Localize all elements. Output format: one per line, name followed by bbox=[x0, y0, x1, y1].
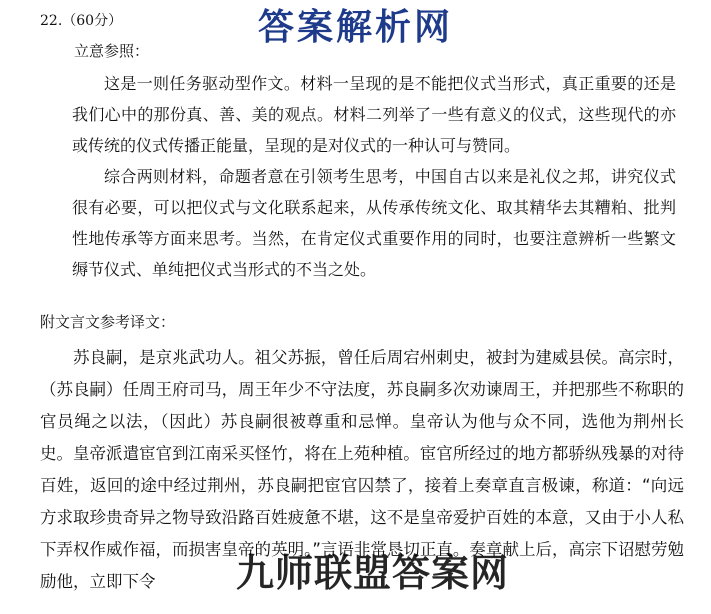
top-watermark: 答案解析网 bbox=[258, 7, 454, 48]
bottom-watermark: 九师联盟答案网 bbox=[236, 551, 510, 595]
translation-heading: 附文言文参考译文： bbox=[40, 313, 176, 331]
analysis-paragraph-2: 综合两则材料，命题者意在引领考生思考，中国自古以来是礼仪之邦，讲究仪式很有必要，可以把仪式与文化联系起来，从传承传统文化、取其精华去其糟粕、批判性地传承等方面来思考。当然，在肯定仪式重要作用的同时，也要注意辨析一些繁文缛节仪式、单纯把仪式当形式的不当之处。 bbox=[72, 167, 676, 279]
analysis-block bbox=[72, 68, 676, 285]
subheading: 立意参照： bbox=[74, 42, 150, 60]
translation-paragraph: 苏良嗣，是京兆武功人。祖父苏振，曾任后周宕州刺史，被封为建威县侯。高宗时，（苏良嗣）任周王府司马，周王年少不守法度，苏良嗣多次劝谏周王，并把那些不称职的官员绳之以法，（因此）苏良嗣很被尊重和忌惮。皇帝认为他与众不同，选他为荆州长史。皇帝派遣宦官到江南采买怪竹，将在上苑种植。宦官所经过的地方都骄纵残暴的对待百姓，返回的途中经过荆州，苏良嗣把宦官囚禁了，接着上奏章直言极谏，称道：“向远方求取珍贵奇异之物导致沿路百姓疲惫不堪，这不是皇帝爱护百姓的本意，又由于小人私下弄权作威作福，而损害皇帝的英明。”言语非常恳切正直。奏章献上后，高宗下诏慰劳勉励他，立即下令 bbox=[40, 348, 684, 591]
question-number: 22.（60分） bbox=[40, 13, 123, 29]
analysis-paragraph-1: 这是一则任务驱动型作文。材料一呈现的是不能把仪式当形式，真正重要的还是我们心中的那份真、善、美的观点。材料二列举了一些有意义的仪式，这些现代的亦或传统的仪式传播正能量，呈现的是对仪式的一种认可与赞同。 bbox=[72, 74, 676, 155]
